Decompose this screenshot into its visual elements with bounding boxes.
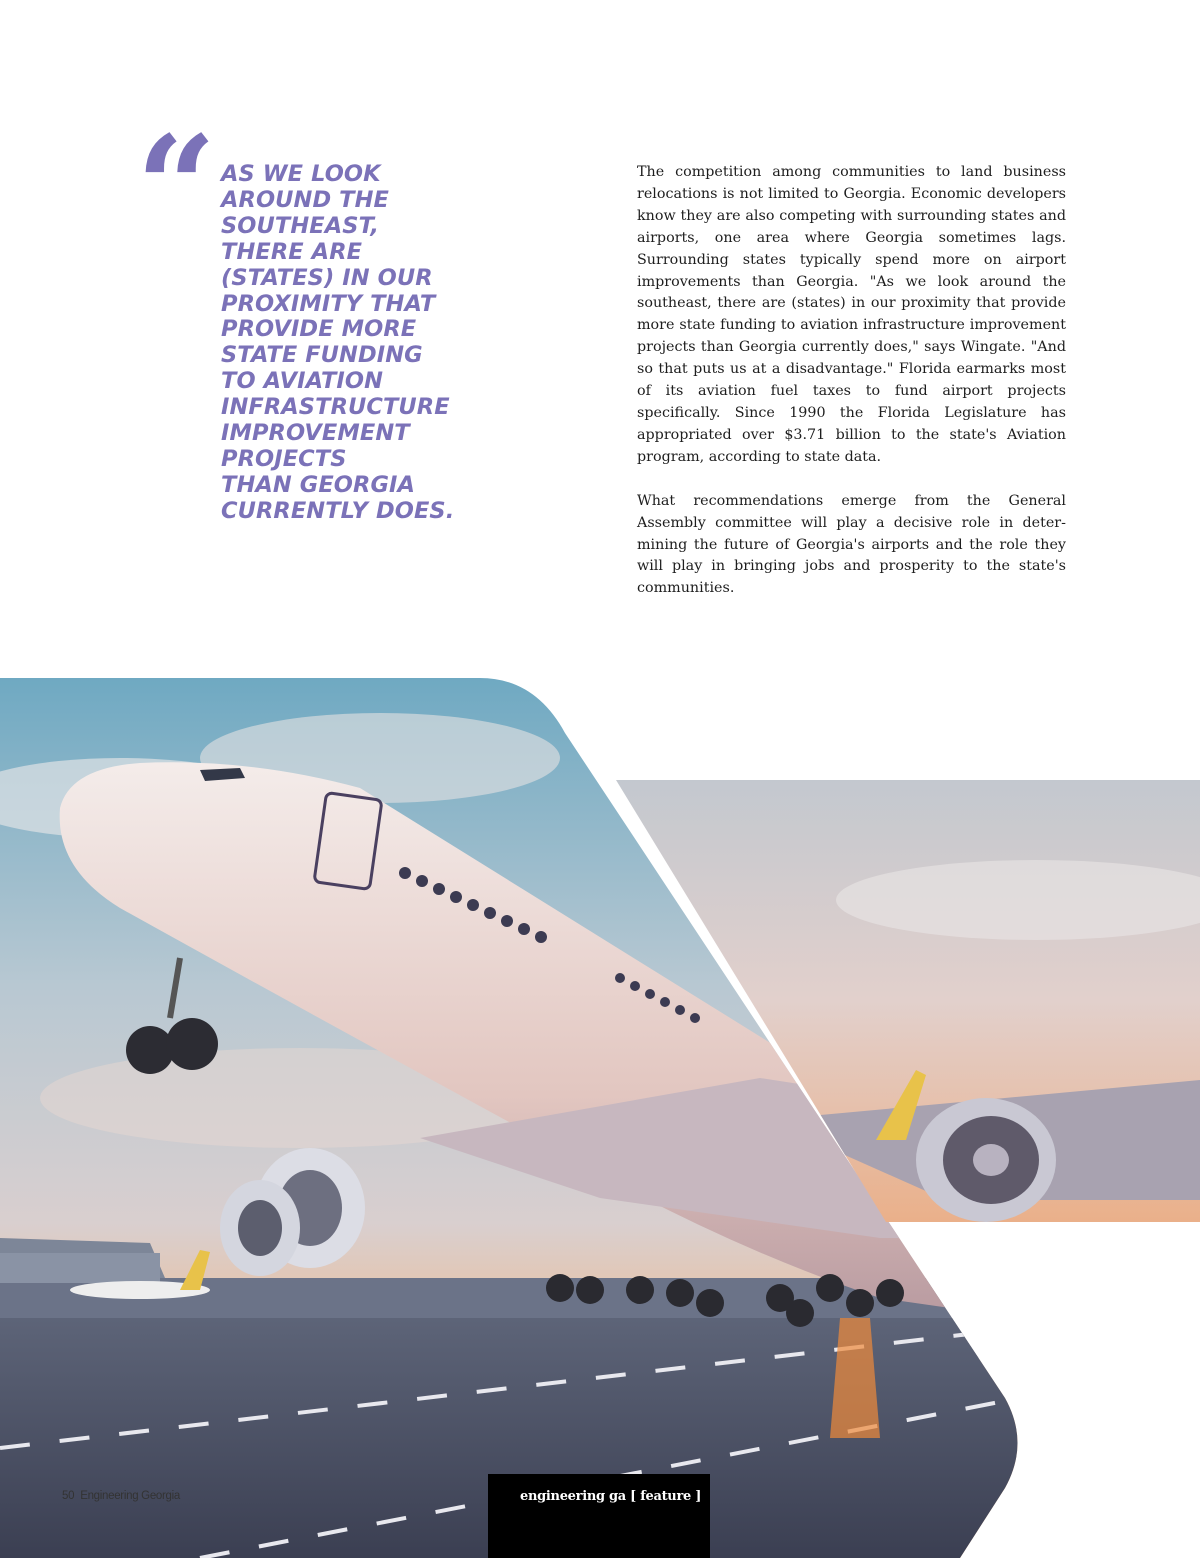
page-number: 50	[62, 1490, 75, 1502]
page-footer	[62, 1490, 186, 1502]
pull-quote: AS WE LOOK AROUND THE SOUTHEAST, THERE ARE (STATES) IN OUR PROXIMITY THAT PROVIDE MORE STATE FUNDING TO AVIATION INFRASTRUCTURE IMPROVEMENT PROJECTS THAN GEORGIA CURRENTLY DOES.	[221, 161, 455, 524]
article-paragraph: What recommendations emerge from the General Assembly committee will play a decisive role in determining the future of Georgia's airports and the role they will play in bringing jobs and prosperity to the state's communities.	[637, 492, 1066, 597]
airplane-photo-detail	[616, 780, 1200, 1222]
section-label: engineering ga [ feature ]	[520, 1489, 702, 1504]
article-paragraph: The competition among communities to land business relocations is not limited to Georgia. Economic developers know they are also competing with surrounding states and airports, one area where Georgia sometimes lags. Surrounding states typically spend more on airport improvements than Georgia. "As we look around the southeast, there are (states) in our proximity that provide more state funding to aviation infrastructure improvement projects than Georgia currently does," says Wingate. "And so that puts us at a disadvantage." Florida earmarks most of its aviation fuel taxes to fund airport projects specifically. Since 1990 the Florida Legislature has appropriated over $3.71 billion to the state's Aviation program, according to state data.	[637, 164, 1066, 465]
article-body	[637, 162, 1066, 622]
section-tab	[488, 1474, 710, 1558]
quote-mark-icon: “	[136, 106, 217, 270]
publication-name: Engineering Georgia	[80, 1490, 180, 1502]
